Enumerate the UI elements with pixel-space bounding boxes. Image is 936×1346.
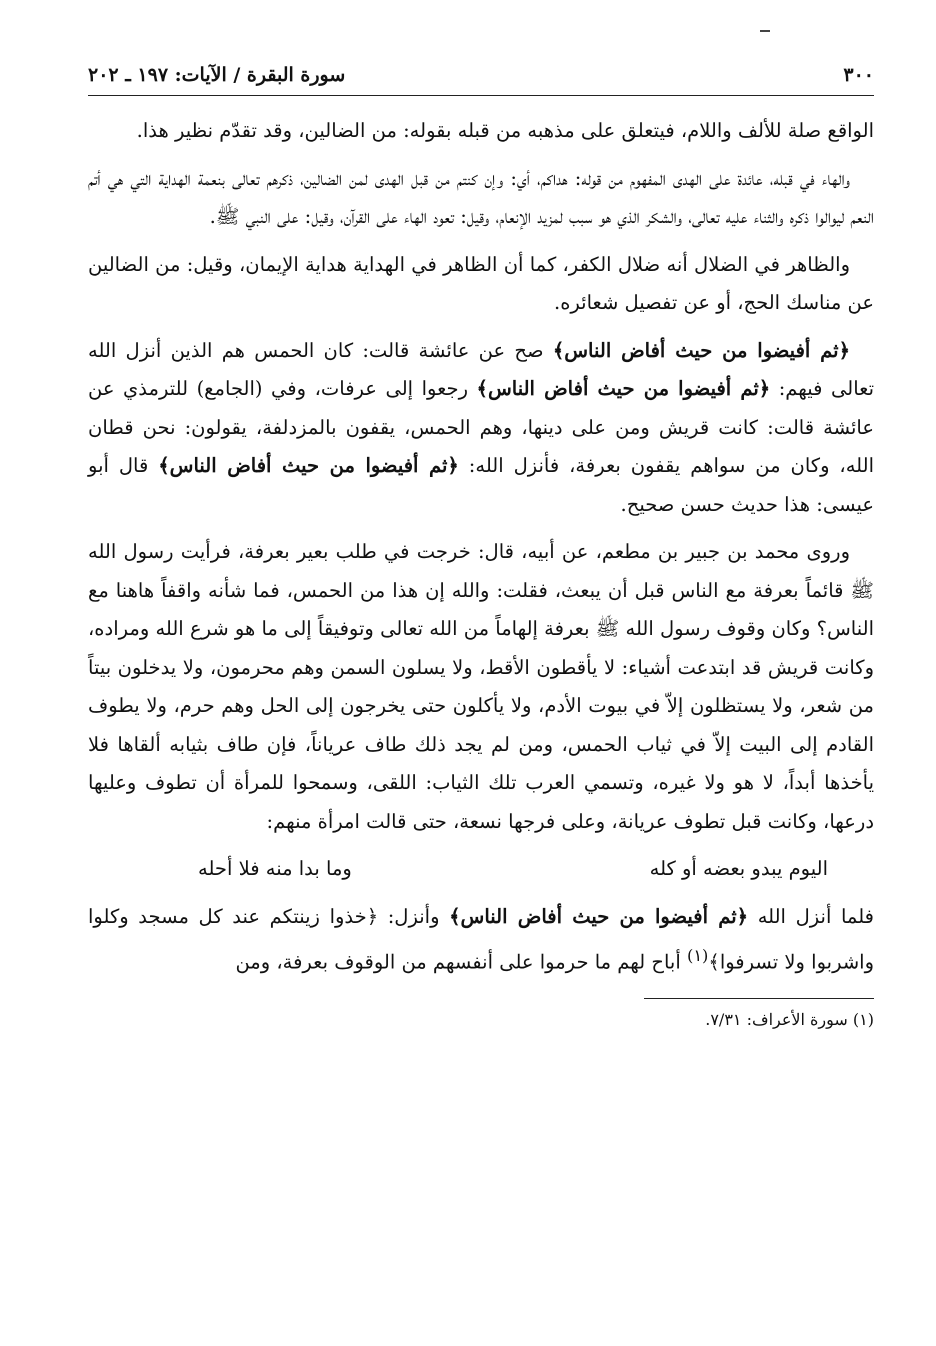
quran-quote: ﴿ثم أفيضوا من حيث أفاض الناس﴾ (158, 454, 459, 477)
paragraph-5 (88, 533, 874, 841)
chapter-title: سورة البقرة / الآيات: ١٩٧ ـ ٢٠٢ (88, 64, 346, 86)
page-number: ٣٠٠ (843, 64, 874, 86)
verse-second-hemistich: وما بدا منه فلا أحله (198, 857, 352, 880)
scan-speck (760, 30, 770, 32)
paragraph-text: الواقع صلة للألف واللام، فيتعلق على مذهبه من قبله بقوله: من الضالين، وقد تقدّم نظير هذا. (136, 119, 874, 142)
book-page (88, 58, 874, 1308)
paragraph-text: قال أبو عيسى: هذا حديث حسن صحيح. (88, 454, 874, 516)
paragraph-6 (88, 898, 874, 982)
footnote-rule (644, 998, 874, 999)
paragraph-text: وأنزل: ﴿خذوا زينتكم عند كل مسجد وكلوا واشربوا ولا تسرفوا﴾ (88, 905, 874, 973)
paragraph-text: رجعوا إلى عرفات، وفي (الجامع) للترمذي عن عائشة قالت: كانت قريش ومن على دينها، وهم الحمس، يقفون بالمزدلفة، يقولون: نحن قطان الله، وكان من سواهم يقفون بعرفة، فأنزل الله: (88, 377, 874, 477)
main-text (88, 112, 874, 982)
poetry-verse (88, 850, 874, 888)
footnote: (١) سورة الأعراف: ٧/٣١. (705, 1009, 874, 1029)
quran-quote: ﴿ثم أفيضوا من حيث أفاض الناس﴾ (552, 338, 850, 362)
running-head (88, 58, 874, 96)
paragraph-3 (88, 246, 874, 323)
paragraph-2 (88, 160, 874, 237)
quran-quote: ﴿ثم أفيضوا من حيث أفاض الناس﴾ (449, 905, 749, 928)
paragraph-text: فلما أنزل الله (748, 905, 874, 928)
paragraph-text: صح عن عائشة قالت: كان الحمس هم الذين أنزل الله تعالى فيهم: (88, 338, 874, 400)
paragraph-text: وروى محمد بن جبير بن مطعم، عن أبيه، قال: خرجت في طلب بعير بعرفة، فرأيت رسول الله ﷺ قائماً بعرفة مع الناس قبل أن يبعث، فقلت: والله إن هذا من الحمس، فما شأنه واقفاً هاهنا مع الناس؟ وكان وقوف رسول الله ﷺ بعرفة إلهاماً من الله تعالى وتوفيقاً إلى ما هو شرع الله ومراده، وكانت قريش قد ابتدعت أشياء: لا يأقطون الأقط، ولا يسلون السمن وهم محرمون، ولا يدخلون بيتاً من شعر، ولا يستظلون إلاّ في بيوت الأدم، ولا يأكلون حتى يخرجون إلى الحل وهم حرم، ولا يطوف القادم إلى البيت إلاّ في ثياب الحمس، ومن لم يجد ذلك طاف عرياناً، فإن طاف بثيابه ألقاها فلا يأخذها أبداً، لا هو ولا غيره، وتسمي العرب تلك الثياب: اللقى، وسمحوا للمرأة أن تطوف وعليها درعها، وكانت قبل تطوف عريانة، وعلى فرجها نسعة، حتى قالت امرأة منهم: (88, 540, 874, 833)
paragraph-text: والهاء في قبله، عائدة على الهدى المفهوم من قوله: هداكم، أي: وإن كنتم من قبل الهدى لمن الضالين، ذكرهم تعالى بنعمة الهداية التي هي أتم النعم ليوالوا ذكره والثناء عليه تعالى، والشكر الذي هو سبب لمزيد الإنعام، وقيل: تعود الهاء على القرآن، وقيل: على النبي ﷺ. (88, 166, 874, 228)
paragraph-text: والظاهر في الضلال أنه ضلال الكفر، كما أن الظاهر في الهداية هداية الإيمان، وقيل: من الضالين عن مناسك الحج، أو عن تفصيل شعائره. (88, 252, 874, 314)
quran-quote: ﴿ثم أفيضوا من حيث أفاض الناس﴾ (476, 377, 771, 400)
paragraph-text: أباح لهم ما حرموا على أنفسهم من الوقوف بعرفة، ومن (235, 950, 687, 973)
verse-first-hemistich: اليوم يبدو بعضه أو كله (649, 857, 828, 880)
footnote-marker: (١) (686, 945, 709, 965)
paragraph-4 (88, 332, 874, 525)
paragraph-1 (88, 112, 874, 151)
